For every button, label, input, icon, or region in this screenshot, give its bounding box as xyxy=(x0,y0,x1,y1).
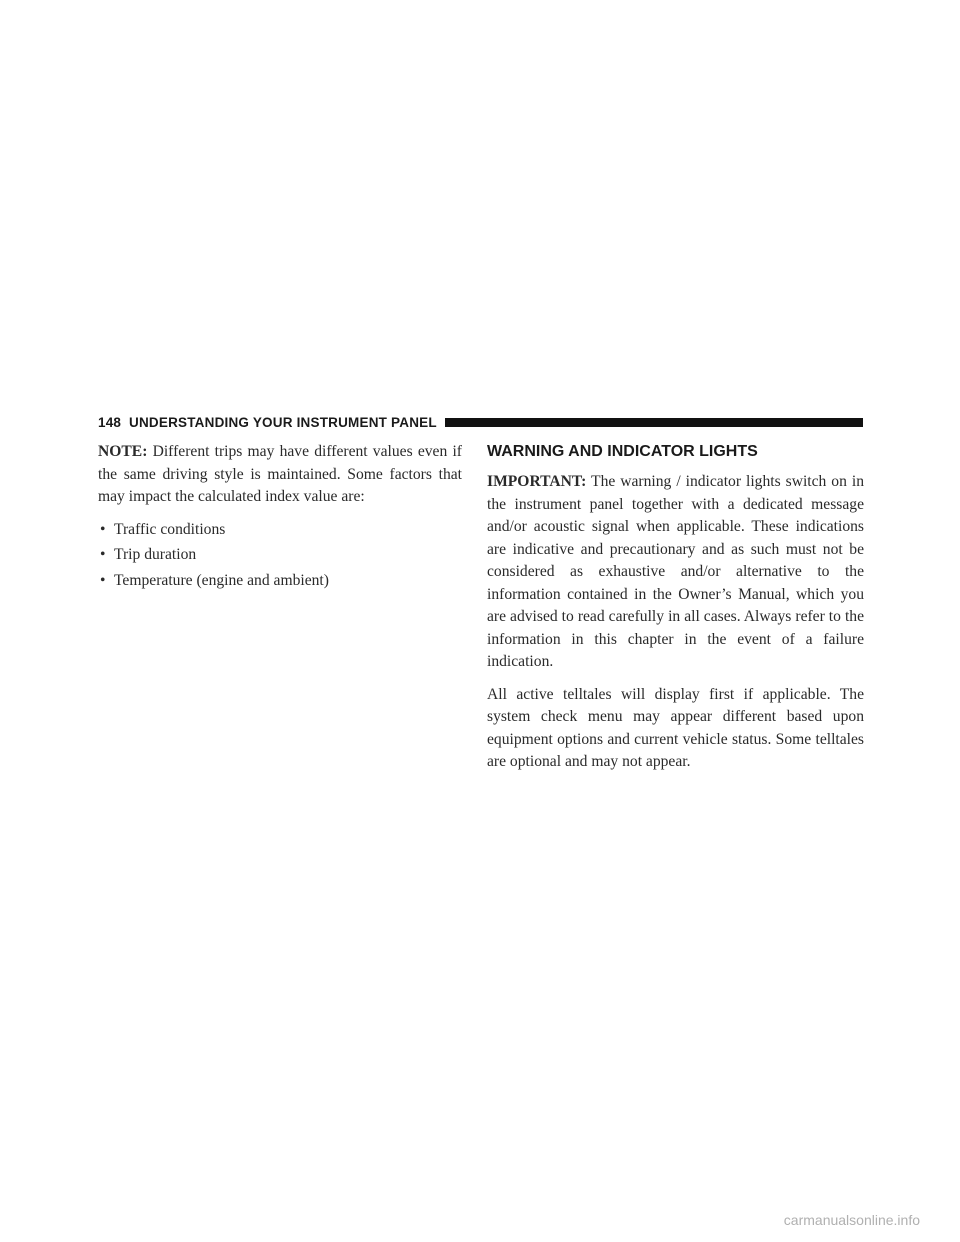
page-number: 148 xyxy=(98,414,122,430)
page-header xyxy=(98,412,863,432)
page-header-text xyxy=(98,415,445,430)
list-item xyxy=(98,570,462,593)
important-label: IMPORTANT: xyxy=(487,473,587,490)
header-rule xyxy=(445,418,863,427)
right-column xyxy=(487,441,864,784)
important-paragraph xyxy=(487,471,864,674)
list-item-text: Trip duration xyxy=(114,546,197,563)
bullet-icon: • xyxy=(100,520,106,538)
note-paragraph xyxy=(98,441,462,509)
section-title: UNDERSTANDING YOUR INSTRUMENT PANEL xyxy=(129,414,437,430)
left-column xyxy=(98,441,462,595)
section-heading: WARNING AND INDICATOR LIGHTS xyxy=(487,443,758,460)
list-item-text: Traffic conditions xyxy=(114,520,226,538)
bullet-icon: • xyxy=(100,546,106,563)
note-text: Different trips may have different values even if the same driving style is maintained. Some factors that may impact the calculated index value are: xyxy=(98,443,462,505)
list-item xyxy=(98,544,462,567)
important-text: The warning / indicator lights switch on in the instrument panel together with a dedicated message and/or acoustic signal when applicable. These indications are indicative and precautionary and as such must not be considered as exhaustive and/or alternative to the information contained in the Owner’s Manual, which you are advised to read carefully in all cases. Always refer to the information in this chapter in the event of a failure indication. xyxy=(487,473,864,670)
list-item xyxy=(98,519,462,542)
bullet-icon: • xyxy=(100,571,106,589)
telltales-paragraph: All active telltales will display first if applicable. The system check menu may appear different based upon equipment options and current vehicle status. Some telltales are optional and may not appear. xyxy=(487,685,864,770)
factor-list xyxy=(98,519,462,593)
list-item-text: Temperature (engine and ambient) xyxy=(114,571,329,589)
note-label: NOTE: xyxy=(98,443,148,460)
watermark: carmanualsonline.info xyxy=(783,1212,920,1228)
